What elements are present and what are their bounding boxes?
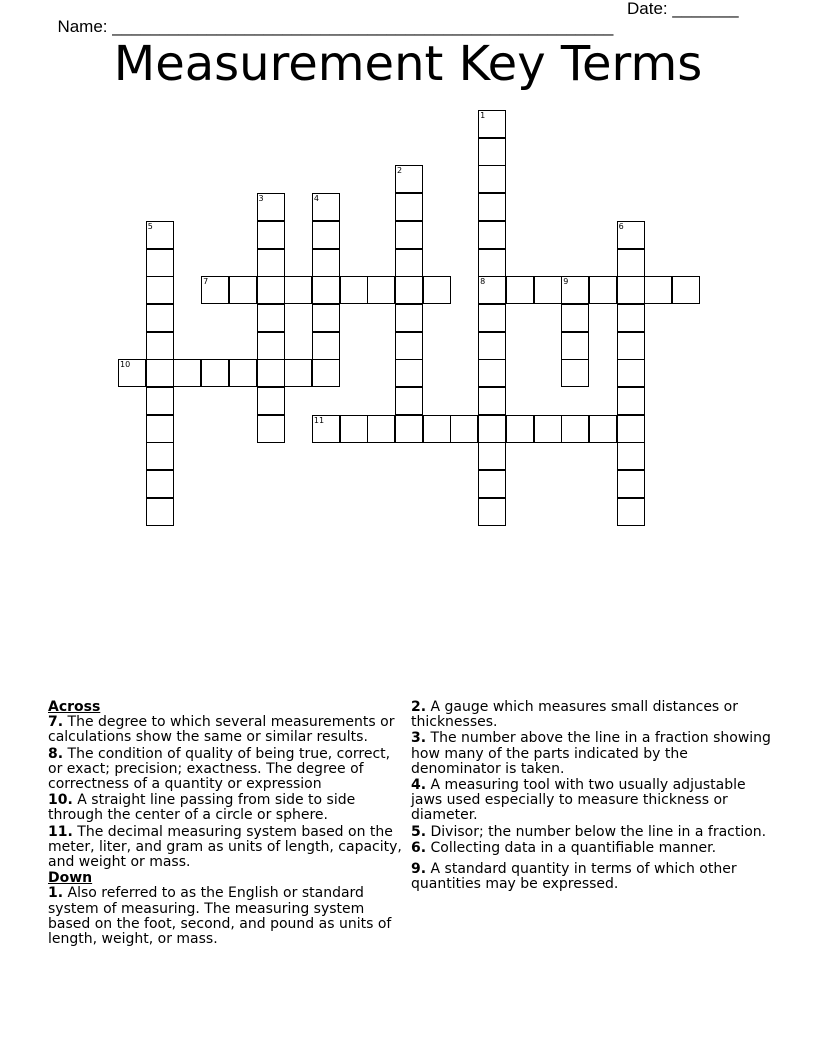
grid-cell[interactable]	[478, 387, 506, 415]
grid-cell[interactable]	[617, 415, 645, 443]
grid-cell[interactable]	[367, 276, 395, 304]
grid-cell[interactable]	[312, 359, 340, 387]
grid-cell[interactable]	[284, 359, 312, 387]
grid-cell[interactable]	[312, 304, 340, 332]
grid-cell[interactable]	[617, 470, 645, 498]
grid-cell[interactable]	[312, 332, 340, 360]
grid-cell[interactable]	[257, 193, 285, 221]
clue-down-5	[411, 825, 771, 840]
clue-down-9	[411, 862, 771, 892]
grid-cell[interactable]	[229, 359, 257, 387]
grid-cell[interactable]	[367, 415, 395, 443]
grid-cell[interactable]	[617, 332, 645, 360]
clue-number: 10.	[48, 792, 73, 809]
grid-cell[interactable]	[561, 332, 589, 360]
grid-cell[interactable]	[146, 359, 174, 387]
clue-number: 2.	[411, 699, 427, 715]
grid-cell[interactable]	[257, 221, 285, 249]
clue-number: 1.	[48, 885, 64, 902]
clue-text: The number above the line in a fraction showing how many of the parts indicated by the denominator is taken.	[411, 730, 771, 777]
clue-number: 6.	[411, 839, 427, 856]
cell-number: 1	[480, 111, 486, 120]
grid-cell[interactable]	[534, 415, 562, 443]
grid-cell[interactable]	[257, 276, 285, 304]
grid-cell[interactable]	[478, 276, 506, 304]
clue-text: The degree to which several measurements or calculations show the same or similar results.	[48, 714, 395, 746]
grid-cell[interactable]	[146, 332, 174, 360]
clue-number: 3.	[411, 730, 427, 747]
clue-across-11	[48, 825, 404, 871]
cell-number: 10	[120, 360, 131, 370]
grid-cell[interactable]	[257, 249, 285, 277]
clue-number: 8.	[48, 745, 64, 762]
grid-cell[interactable]	[478, 498, 506, 526]
cell-number: 6	[618, 221, 624, 231]
grid-cell[interactable]	[395, 165, 423, 193]
grid-cell[interactable]	[672, 276, 700, 304]
grid-cell[interactable]	[257, 359, 285, 387]
grid-cell[interactable]	[395, 415, 423, 443]
clue-text: Collecting data in a quantifiable manner.	[430, 839, 717, 856]
grid-cell[interactable]	[395, 221, 423, 249]
grid-cell[interactable]	[312, 221, 340, 249]
grid-cell[interactable]	[146, 304, 174, 332]
grid-cell[interactable]	[617, 304, 645, 332]
cell-number: 7	[203, 277, 209, 287]
cell-number: 3	[258, 194, 264, 204]
clue-number: 11.	[48, 823, 73, 840]
clue-down-4	[411, 778, 771, 824]
clue-text: A standard quantity in terms of which other quantities may be expressed.	[411, 861, 737, 893]
grid-cell[interactable]	[478, 138, 506, 166]
grid-cell[interactable]	[617, 442, 645, 470]
clue-number: 7.	[48, 714, 64, 731]
grid-cell[interactable]	[589, 415, 617, 443]
grid-cell[interactable]	[561, 276, 589, 304]
grid-cell[interactable]	[506, 276, 534, 304]
grid-cell[interactable]	[478, 332, 506, 360]
grid-cell[interactable]	[506, 415, 534, 443]
grid-cell[interactable]	[146, 249, 174, 277]
grid-cell[interactable]	[478, 442, 506, 470]
down-heading: Down	[48, 870, 93, 887]
grid-cell[interactable]	[478, 415, 506, 443]
grid-cell[interactable]	[146, 470, 174, 498]
grid-cell[interactable]	[312, 415, 340, 443]
clue-text: Divisor; the number below the line in a fraction.	[430, 823, 767, 840]
cell-number: 2	[397, 166, 403, 176]
clue-number: 9.	[411, 861, 427, 878]
grid-cell[interactable]	[395, 387, 423, 415]
clue-text: The condition of quality of being true, correct, or exact; precision; exactness. The degree of correctness of a quantity or expression	[48, 745, 391, 793]
grid-cell[interactable]	[395, 304, 423, 332]
grid-cell[interactable]	[644, 276, 672, 304]
clue-text: The decimal measuring system based on the meter, liter, and gram as units of length, capacity, and weight or mass.	[48, 823, 402, 871]
grid-cell[interactable]	[146, 387, 174, 415]
grid-cell[interactable]	[395, 332, 423, 360]
grid-cell[interactable]	[395, 249, 423, 277]
grid-cell[interactable]	[478, 249, 506, 277]
grid-cell[interactable]	[229, 276, 257, 304]
grid-cell[interactable]	[617, 498, 645, 526]
grid-cell[interactable]	[257, 387, 285, 415]
grid-cell[interactable]	[478, 304, 506, 332]
page-title: Measurement Key Terms	[113, 36, 703, 92]
grid-cell[interactable]	[257, 304, 285, 332]
grid-cell[interactable]	[534, 276, 562, 304]
clue-down-3	[411, 731, 771, 777]
grid-cell[interactable]	[478, 221, 506, 249]
grid-cell[interactable]	[478, 110, 506, 138]
grid-cell[interactable]	[478, 470, 506, 498]
clues-right-column	[411, 700, 771, 893]
clue-across-7	[48, 715, 404, 745]
grid-cell[interactable]	[423, 276, 451, 304]
grid-cell[interactable]	[201, 276, 229, 304]
date-field[interactable]: Date: _______	[627, 0, 739, 18]
cell-number: 9	[563, 277, 569, 287]
grid-cell[interactable]	[201, 359, 229, 387]
grid-cell[interactable]	[146, 498, 174, 526]
clue-across-8	[48, 747, 404, 793]
grid-cell[interactable]	[617, 249, 645, 277]
grid-cell[interactable]	[146, 415, 174, 443]
grid-cell[interactable]	[478, 359, 506, 387]
grid-cell[interactable]	[312, 249, 340, 277]
cell-number: 5	[147, 221, 153, 231]
clues-left-column	[48, 700, 404, 948]
grid-cell[interactable]	[617, 221, 645, 249]
clue-text: A measuring tool with two usually adjustable jaws used especially to measure thickness or diameter.	[411, 777, 746, 824]
clue-down-1	[48, 886, 404, 947]
grid-cell[interactable]	[257, 332, 285, 360]
grid-cell[interactable]	[173, 359, 201, 387]
grid-cell[interactable]	[478, 165, 506, 193]
grid-cell[interactable]	[561, 304, 589, 332]
clue-text: Also referred to as the English or standard system of measuring. The measuring system based on the foot, second, and pound as units of length, weight, or mass.	[48, 885, 392, 948]
grid-cell[interactable]	[478, 193, 506, 221]
grid-cell[interactable]	[395, 193, 423, 221]
grid-cell[interactable]	[561, 359, 589, 387]
grid-cell[interactable]	[617, 387, 645, 415]
clue-number: 5.	[411, 823, 427, 840]
across-heading: Across	[48, 699, 101, 715]
cell-number: 8	[480, 277, 486, 287]
grid-cell[interactable]	[257, 415, 285, 443]
grid-cell[interactable]	[146, 221, 174, 249]
grid-cell[interactable]	[395, 359, 423, 387]
clue-across-10	[48, 793, 404, 823]
cell-number: 11	[313, 415, 325, 425]
grid-cell[interactable]	[340, 276, 368, 304]
grid-cell[interactable]	[146, 442, 174, 470]
grid-cell[interactable]	[589, 276, 617, 304]
grid-cell[interactable]	[617, 359, 645, 387]
clue-number: 4.	[411, 777, 427, 794]
grid-cell[interactable]	[146, 276, 174, 304]
clue-text: A straight line passing from side to side through the center of a circle or sphere.	[48, 792, 356, 824]
grid-cell[interactable]	[450, 415, 478, 443]
grid-cell[interactable]	[284, 276, 312, 304]
grid-cell[interactable]	[423, 415, 451, 443]
grid-cell[interactable]	[617, 276, 645, 304]
grid-cell[interactable]	[312, 193, 340, 221]
grid-cell[interactable]	[561, 415, 589, 443]
grid-cell[interactable]	[118, 359, 146, 387]
grid-cell[interactable]	[312, 276, 340, 304]
cell-number: 4	[313, 194, 319, 204]
clue-down-6	[411, 841, 771, 856]
clue-down-2	[411, 700, 771, 730]
grid-cell[interactable]	[395, 276, 423, 304]
clue-text: A gauge which measures small distances or thicknesses.	[411, 699, 738, 731]
grid-cell[interactable]	[340, 415, 368, 443]
name-field[interactable]: Name: _____________________________________________________	[57, 17, 614, 36]
